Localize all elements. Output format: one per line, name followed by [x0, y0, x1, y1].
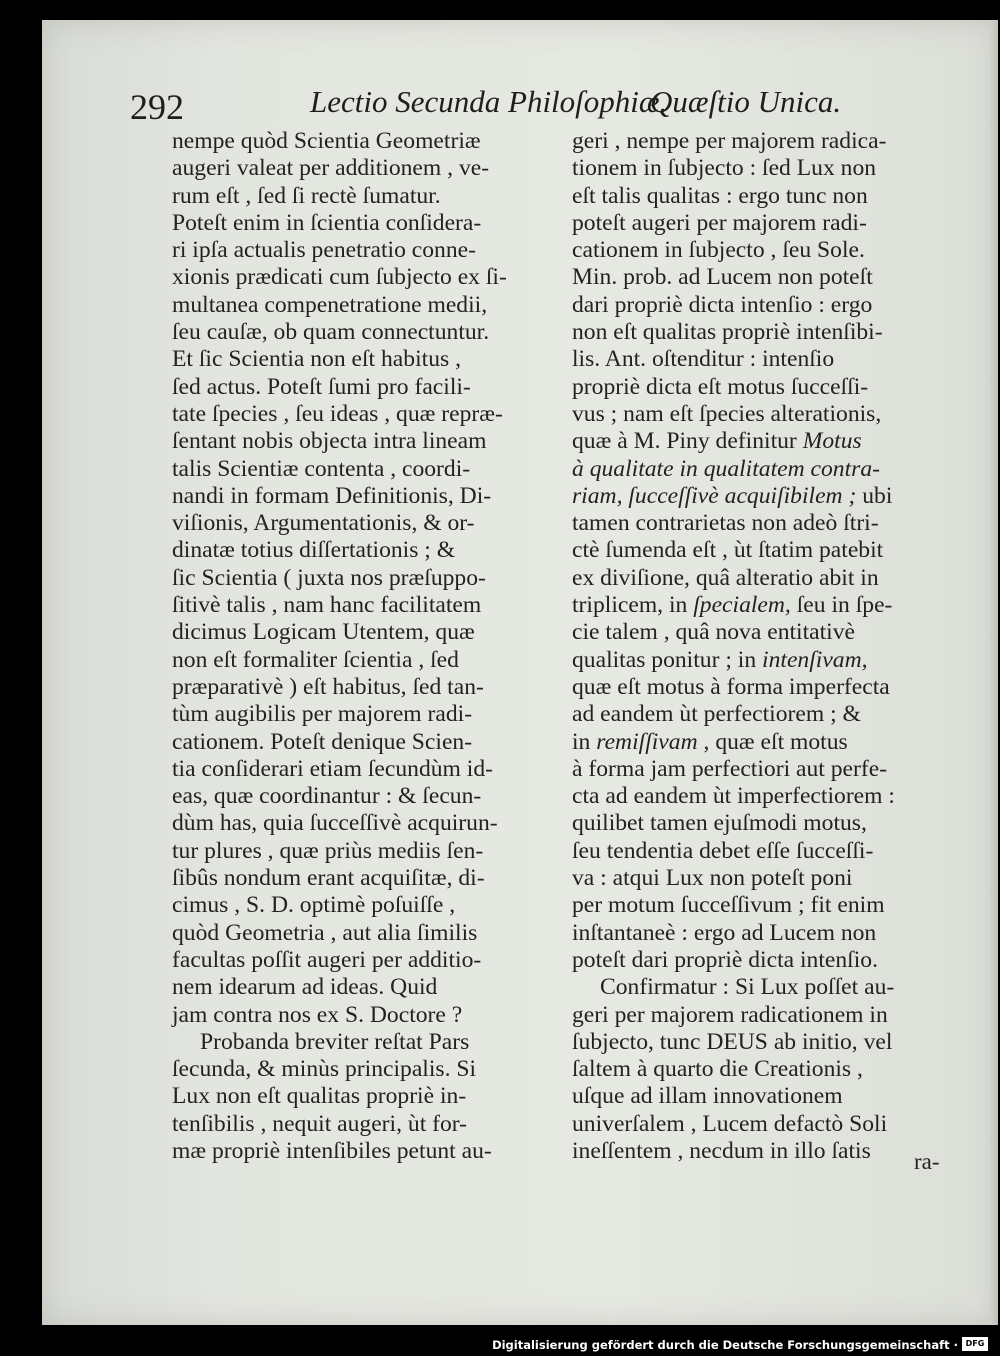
page-edge	[990, 20, 998, 1325]
text-line: dinatæ totius diſſertationis ; &	[172, 537, 456, 564]
text-segment: va : atqui Lux non poteſt poni	[572, 865, 853, 892]
text-line: Probanda breviter reſtat Pars	[200, 1028, 470, 1055]
text-line: non eſt formaliter ſcientia , ſed	[172, 646, 459, 673]
text-segment: , quæ eſt motus	[697, 728, 848, 755]
text-segment: ubi	[856, 482, 893, 509]
text-line: rum eſt , ſed ſi rectè ſumatur.	[172, 182, 441, 209]
text-line: tate ſpecies , ſeu ideas , quæ repræ-	[172, 400, 503, 427]
text-line	[572, 947, 962, 974]
text-segment: à forma jam perfectiori aut perfe-	[572, 755, 888, 782]
text-line	[572, 210, 962, 237]
text-segment: dari propriè dicta intenſio : ergo	[572, 291, 873, 318]
text-line: nem idearum ad ideas. Quid	[172, 974, 438, 1001]
text-segment: ad eandem ùt perfectiorem ; &	[572, 701, 861, 728]
text-line: jam contra nos ex S. Doctore ?	[172, 1001, 463, 1028]
text-line	[572, 1138, 962, 1165]
text-segment: non eſt qualitas propriè intenſibi-	[572, 319, 883, 346]
text-line	[572, 319, 962, 346]
text-line: viſionis, Argumentationis, & or-	[172, 510, 475, 537]
text-segment: ctè ſumenda eſt , ùt ſtatim patebit	[572, 537, 884, 564]
text-line: præparativè ) eſt habitus, ſed tan-	[172, 673, 484, 700]
text-line	[572, 838, 962, 865]
text-line	[572, 865, 962, 892]
text-line	[572, 510, 962, 537]
text-line	[572, 974, 962, 1001]
text-line: multanea compenetratione medii,	[172, 291, 488, 318]
text-segment: quæ eſt motus à forma imperfecta	[572, 673, 890, 700]
text-line: ſic Scientia ( juxta nos præſuppo-	[172, 564, 486, 591]
text-line: talis Scientiæ contenta , coordi-	[172, 455, 471, 482]
text-line: tùm augibilis per majorem radi-	[172, 701, 473, 728]
running-question-title: Quæſtio Unica.	[650, 84, 842, 119]
right-text-column	[572, 128, 962, 1165]
text-line	[572, 647, 962, 674]
text-segment: cta ad eandem ùt imperfectiorem :	[572, 783, 895, 810]
text-line: ſitivè talis , nam hanc facilitatem	[172, 592, 482, 619]
text-line	[572, 456, 962, 483]
text-segment: cie talem , quâ nova entitativè	[572, 619, 856, 646]
funding-credit: Digitalisierung gefördert durch die Deutsche Forschungsgemeinschaft ·	[492, 1338, 958, 1352]
text-segment: Confirmatur : Si Lux poſſet au-	[600, 974, 895, 1001]
text-line: eas, quæ coordinantur : & ſecun-	[172, 783, 482, 810]
text-line	[572, 920, 962, 947]
text-line	[572, 292, 962, 319]
text-line: Poteſt enim in ſcientia conſidera-	[172, 209, 482, 236]
text-segment: lis. Ant. oſtenditur : intenſio	[572, 346, 835, 373]
text-segment: uſque ad illam innovationem	[572, 1083, 843, 1110]
text-line: ſeu cauſæ, ob quam connectuntur.	[172, 319, 490, 346]
text-line	[572, 1083, 962, 1110]
text-line	[572, 401, 962, 428]
text-segment: ſeu tendentia debet eſſe ſucceſſi-	[572, 837, 874, 864]
text-line: ſed actus. Poteſt ſumi pro facili-	[172, 373, 471, 400]
text-line: ſentant nobis objecta intra lineam	[172, 428, 487, 455]
catchword: ra-	[914, 1149, 940, 1174]
text-line	[572, 756, 962, 783]
text-line: ri ipſa actualis penetratio connе-	[172, 237, 476, 264]
text-line: quòd Geometria , aut alia ſimilis	[172, 919, 478, 946]
text-segment: ſaltem à quarto die Creationis ,	[572, 1056, 863, 1083]
text-segment: propriè dicta eſt motus ſucceſſi-	[572, 373, 869, 400]
text-line: augeri valeat per additionem , ve-	[172, 155, 490, 182]
running-header	[130, 78, 850, 128]
text-segment: geri per majorem radicationem in	[572, 1001, 888, 1028]
text-segment: quæ à M. Piny definitur	[572, 428, 803, 455]
italic-text-segment: Motus	[802, 428, 862, 455]
text-line: ſibûs nondum erant acquiſitæ, di-	[172, 865, 485, 892]
italic-text-segment: remiſſivam	[596, 728, 698, 755]
italic-text-segment: ſpecialem,	[693, 592, 791, 619]
text-line: Lux non eſt qualitas propriè in-	[172, 1083, 467, 1110]
text-segment: per motum ſucceſſivum ; fit enim	[572, 892, 885, 919]
text-segment: tamen contrarietas non adeò ſtri-	[572, 510, 879, 537]
text-line: nandi in formam Definitionis, Di-	[172, 482, 492, 509]
text-line	[572, 1056, 962, 1083]
text-segment: Min. prob. ad Lucem non poteſt	[572, 264, 873, 291]
text-line: cationem. Poteſt denique Scien-	[172, 728, 473, 755]
text-line: dicimus Logicam Utentem, quæ	[172, 619, 475, 646]
italic-text-segment: riam, ſucceſſivè acquiſibilem ;	[572, 482, 857, 509]
text-line	[572, 1029, 962, 1056]
text-line	[572, 1111, 962, 1138]
text-segment: tionem in ſubjecto : ſed Lux non	[572, 155, 877, 182]
text-segment: quilibet tamen ejuſmodi motus,	[572, 810, 867, 837]
text-segment: ineſſentem , necdum in illo ſatis	[572, 1137, 871, 1164]
text-segment: eſt talis qualitas : ergo tunc non	[572, 182, 868, 209]
text-line	[572, 783, 962, 810]
text-segment: ſeu in ſpe-	[790, 592, 893, 619]
text-line	[572, 346, 962, 373]
text-line	[572, 483, 962, 510]
text-line	[572, 892, 962, 919]
text-line	[572, 565, 962, 592]
text-segment: poteſt augeri per majorem radi-	[572, 209, 867, 236]
text-segment: in	[572, 728, 597, 755]
text-segment: univerſalem , Lucem defactò Soli	[572, 1110, 888, 1137]
text-line	[572, 237, 962, 264]
text-line	[572, 701, 962, 728]
page-number: 292	[130, 87, 184, 127]
text-line: tenſibilis , nequit augeri, ùt for-	[172, 1110, 468, 1137]
text-line	[572, 619, 962, 646]
text-line	[572, 428, 962, 455]
text-line	[572, 128, 962, 155]
left-text-column	[172, 128, 557, 1165]
italic-text-segment: à qualitate in qualitatem contra-	[572, 455, 880, 482]
running-title: Lectio Secunda Philoſophiæ.	[310, 84, 668, 119]
text-segment: ſubjecto, tunc DEUS ab initio, vel	[572, 1028, 893, 1055]
text-segment: ex diviſione, quâ alteratio abit in	[572, 564, 879, 591]
text-line: nempe quòd Scientia Geometriæ	[172, 128, 481, 154]
text-line	[572, 810, 962, 837]
text-segment: geri , nempe per majorem radica-	[572, 128, 887, 154]
text-line: facultas poſſit augeri per additio-	[172, 946, 482, 973]
text-segment: vus ; nam eſt ſpecies alterationis,	[572, 400, 882, 427]
text-segment: inſtantaneè : ergo ad Lucem non	[572, 919, 877, 946]
text-line: mæ propriè intenſibiles petunt au-	[172, 1137, 492, 1164]
text-line: Et ſic Scientia non eſt habitus ,	[172, 346, 461, 373]
dfg-logo-icon: DFG	[962, 1337, 988, 1351]
text-line	[572, 1002, 962, 1029]
text-line	[572, 729, 962, 756]
text-line	[572, 674, 962, 701]
text-line: tia conſiderari etiam ſecundùm id-	[172, 755, 494, 782]
text-line	[572, 183, 962, 210]
text-line: dùm has, quia ſucceſſivè acquirun-	[172, 810, 498, 837]
text-segment: poteſt dari propriè dicta intenſio.	[572, 946, 878, 973]
text-line	[572, 374, 962, 401]
text-line	[572, 537, 962, 564]
text-line	[572, 264, 962, 291]
text-line: tur plures , quæ priùs mediis ſen-	[172, 837, 484, 864]
text-line: cimus , S. D. optimè poſuiſſe ,	[172, 892, 456, 919]
text-segment: cationem in ſubjecto , ſeu Sole.	[572, 237, 865, 264]
italic-text-segment: intenſivam,	[762, 646, 868, 673]
text-line: xionis prædicati cum ſubjecto ex ſi-	[172, 264, 507, 291]
text-line	[572, 155, 962, 182]
text-line: ſecunda, & minùs principalis. Si	[172, 1056, 477, 1083]
text-segment: triplicem, in	[572, 592, 694, 619]
text-line	[572, 592, 962, 619]
text-segment: qualitas ponitur ; in	[572, 646, 763, 673]
